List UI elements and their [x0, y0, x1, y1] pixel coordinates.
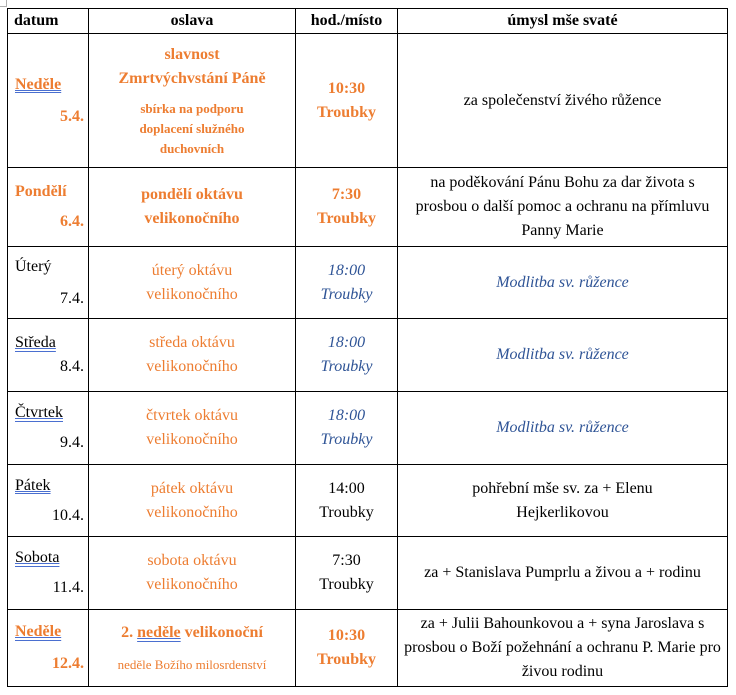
mass-place: Troubky [317, 210, 376, 227]
date-cell [8, 537, 89, 610]
table-row [8, 610, 728, 687]
table-row [8, 34, 728, 168]
mass-time: 18:00 [327, 334, 366, 351]
feast-cell [89, 319, 296, 392]
day-name: Neděle [15, 75, 62, 93]
feast-title [89, 621, 295, 645]
header-oslava: oslava [89, 9, 296, 34]
intention-cell: pohřební mše sv. za + Elenu Hejkerlikovou [398, 465, 728, 537]
feast-title-prefix: 2. [121, 624, 138, 641]
day-name: Pátek [15, 476, 51, 494]
feast-cell [89, 247, 296, 319]
intention-cell: za společenství živého růžence [398, 34, 728, 168]
table-row [8, 247, 728, 319]
mass-time: 7:30 [332, 552, 361, 569]
page-corner-mark [0, 0, 7, 7]
feast-cell [89, 610, 296, 687]
mass-place: Troubky [319, 576, 374, 593]
feast-title: slavnost Zmrtvýchvstání Páně [118, 45, 266, 87]
date-number: 11.4. [52, 579, 84, 596]
day-name: Sobota [15, 549, 60, 566]
day-name: Středa [15, 334, 56, 351]
header-datum: datum [8, 9, 89, 34]
date-cell [8, 34, 89, 168]
mass-time: 18:00 [327, 407, 366, 424]
feast-cell [89, 392, 296, 465]
time-place-cell [296, 168, 398, 247]
date-number: 5.4. [60, 107, 84, 125]
feast-cell [89, 465, 296, 537]
date-cell [8, 247, 89, 319]
table-row [8, 392, 728, 465]
day-name: Čtvrtek [15, 404, 63, 421]
header-time-place: hod./místo [296, 9, 398, 34]
mass-time: 7:30 [331, 186, 362, 203]
day-name: Úterý [15, 257, 52, 275]
day-name: Pondělí [15, 183, 67, 200]
feast-cell [89, 34, 296, 168]
table-row [8, 537, 728, 610]
date-cell [8, 465, 89, 537]
time-place-cell [296, 610, 398, 687]
date-number: 9.4. [60, 434, 84, 451]
intention-cell: Modlitba sv. růžence [398, 247, 728, 319]
feast-title-underlined: neděle [137, 624, 181, 641]
date-number: 8.4. [60, 358, 84, 375]
mass-time: 10:30 [327, 79, 366, 97]
date-cell [8, 168, 89, 247]
header-intention: úmysl mše svaté [398, 9, 728, 34]
date-cell [8, 392, 89, 465]
intention-cell: na poděkování Pánu Bohu za dar života s prosbou o další pomoc a ochranu na přímluvu Panny Marie [398, 168, 728, 247]
feast-cell [89, 168, 296, 247]
feast-note: sbírka na podporu doplacení služného duchovních [139, 100, 245, 156]
day-name: Neděle [15, 623, 62, 640]
feast-title: úterý oktávu velikonočního [146, 261, 238, 303]
feast-title: čtvrtek oktávu velikonočního [146, 407, 238, 448]
time-place-cell [296, 319, 398, 392]
intention-cell: Modlitba sv. růžence [398, 319, 728, 392]
time-place-cell [296, 34, 398, 168]
intention-cell: za + Julii Bahounkovou a + syna Jaroslava s prosbou o Boží požehnání a ochranu P. Marie pro živou rodinu [398, 610, 728, 687]
table-row [8, 168, 728, 247]
mass-place: Troubky [317, 651, 376, 668]
feast-cell [89, 537, 296, 610]
feast-title: pátek oktávu velikonočního [146, 479, 238, 521]
intention-cell: za + Stanislava Pumprlu a živou a + rodinu [398, 537, 728, 610]
intention-cell: Modlitba sv. růžence [398, 392, 728, 465]
mass-place: Troubky [320, 358, 373, 375]
table-row [8, 465, 728, 537]
feast-title: pondělí oktávu velikonočního [141, 186, 243, 227]
date-cell [8, 610, 89, 687]
time-place-cell [296, 537, 398, 610]
time-place-cell [296, 392, 398, 465]
mass-schedule-table [7, 8, 728, 687]
date-number: 10.4. [52, 506, 84, 524]
date-number: 6.4. [60, 213, 84, 230]
feast-title: středa oktávu velikonočního [146, 334, 238, 375]
header-row [8, 9, 728, 34]
date-number: 12.4. [52, 655, 84, 672]
time-place-cell [296, 247, 398, 319]
date-cell [8, 319, 89, 392]
date-number: 7.4. [60, 289, 84, 307]
mass-place: Troubky [319, 503, 374, 521]
mass-time: 10:30 [327, 627, 366, 644]
mass-place: Troubky [320, 285, 373, 303]
feast-note: neděle Božího milosrdenství [117, 657, 267, 672]
feast-title-suffix: velikonoční [180, 624, 263, 641]
mass-time: 14:00 [328, 479, 365, 497]
mass-time: 18:00 [327, 261, 366, 279]
mass-place: Troubky [317, 103, 376, 121]
mass-place: Troubky [320, 431, 373, 448]
feast-title: sobota oktávu velikonočního [146, 552, 238, 593]
table-row [8, 319, 728, 392]
time-place-cell [296, 465, 398, 537]
